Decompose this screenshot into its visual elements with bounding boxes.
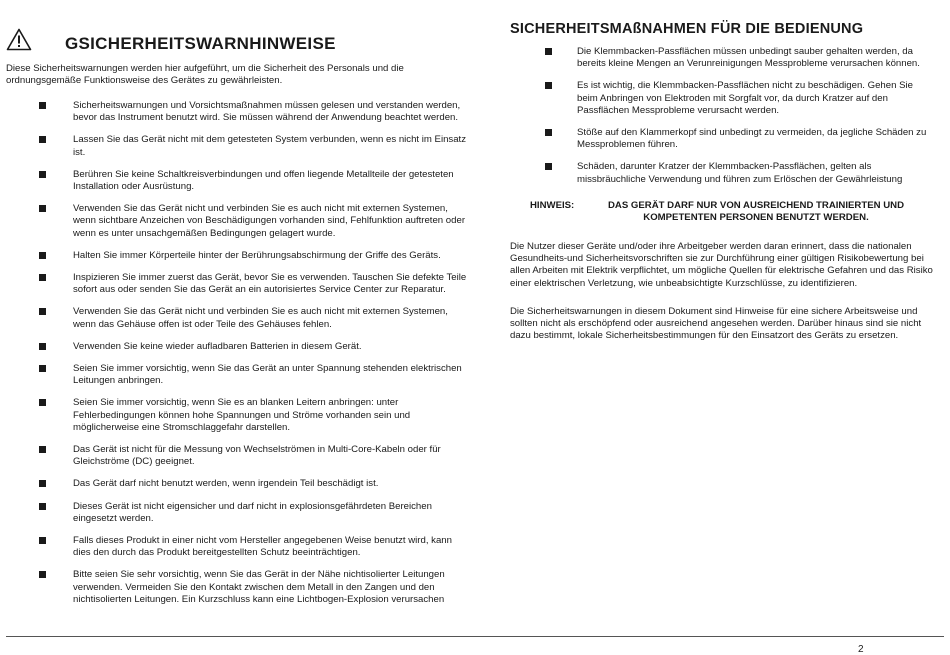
note-label: HINWEIS: <box>530 200 575 211</box>
bullet-icon <box>39 205 46 212</box>
bullet-icon <box>39 102 46 109</box>
list-item: Verwenden Sie keine wieder aufladbaren Batterien in diesem Gerät. <box>0 341 470 353</box>
warning-triangle-icon <box>6 28 32 51</box>
risk-assessment-paragraph: Die Nutzer dieser Geräte und/oder ihre Arbeitgeber werden daran erinnert, dass die nationalen Gesundheits-und Sicherheitsvorschriften sie zur Durchführung einer gültigen Risikobewertung bei allen Arbeiten mit Elektrik verpflichtet, um mögliche Quellen für elektrische Gefahren und das Risiko einer elektrischen Verletzung, wie unbeabsichtigte Kurzschlüsse, zu identifizieren. <box>510 241 933 289</box>
list-item: Bitte seien Sie sehr vorsichtig, wenn Sie das Gerät in der Nähe nichtisolierter Leitungen verwenden. Vermeiden Sie den Kontakt zwischen dem Metall in den Zangen und den nichtisolierten Leitungen. Ein Kurzschluss kann eine Lichtbogen-Explosion verursachen <box>0 569 470 606</box>
bullet-icon <box>39 399 46 406</box>
list-item: Stöße auf den Klammerkopf sind unbedingt zu vermeiden, da jegliche Schäden zu Messproblemen führen. <box>510 127 935 151</box>
footer-divider <box>6 636 944 637</box>
safety-warnings-title: GSICHERHEITSWARNHINWEISE <box>65 34 336 53</box>
bullet-icon <box>545 48 552 55</box>
bullet-icon <box>39 308 46 315</box>
list-item: Seien Sie immer vorsichtig, wenn Sie das Gerät an unter Spannung stehenden elektrischen Leitungen anbringen. <box>0 363 470 387</box>
bullet-icon <box>39 171 46 178</box>
bullet-icon <box>39 252 46 259</box>
list-item: Sicherheitswarnungen und Vorsichtsmaßnahmen müssen gelesen und verstanden werden, bevor das Instrument benutzt wird. Sie müssen während der Anwendung beachtet werden. <box>0 100 470 124</box>
list-item: Seien Sie immer vorsichtig, wenn Sie es an blanken Leitern anbringen: unter Fehlerbedingungen können hohe Spannungen und Ströme vorhanden sein und möglicherweise eine Stromschlaggefahr darstellen. <box>0 397 470 434</box>
page-number: 2 <box>858 644 864 655</box>
note-block <box>510 200 935 224</box>
list-item: Verwenden Sie das Gerät nicht und verbinden Sie es auch nicht mit externen Systemen, wenn sichtbare Anzeichen von Beschädigungen vorhanden sind, Fehlfunktion auftreten oder wenn es unter unsachgemäßen Bedingungen gelagert wurde. <box>0 203 470 240</box>
list-item: Die Klemmbacken-Passflächen müssen unbedingt sauber gehalten werden, da bereits kleine Mengen an Verunreinigungen Messprobleme verursachen können. <box>510 46 935 70</box>
bullet-icon <box>39 136 46 143</box>
note-text: DAS GERÄT DARF NUR VON AUSREICHEND TRAINIERTEN UND KOMPETENTEN PERSONEN BENUTZT WERDEN. <box>608 200 904 224</box>
bullet-icon <box>39 571 46 578</box>
list-item: Halten Sie immer Körperteile hinter der Berührungsabschirmung der Griffe des Geräts. <box>0 250 470 262</box>
list-item: Das Gerät ist nicht für die Messung von Wechselströmen in Multi-Core-Kabeln oder für Gleichströme (DC) geeignet. <box>0 444 470 468</box>
disclaimer-paragraph: Die Sicherheitswarnungen in diesem Dokument sind Hinweise für eine sichere Arbeitsweise und sollten nicht als erschöpfend oder ausreichend angesehen werden. Darüber hinaus sind sie nicht dazu bestimmt, lokale Sicherheitsbestimmungen für den Einsatzort des Geräts zu ersetzen. <box>510 306 922 342</box>
bullet-icon <box>39 503 46 510</box>
list-item: Inspizieren Sie immer zuerst das Gerät, bevor Sie es verwenden. Tauschen Sie defekte Teile sofort aus oder senden Sie das Gerät an ein autorisiertes Service Center zur Reparatur. <box>0 272 470 296</box>
bullet-icon <box>39 446 46 453</box>
list-item: Berühren Sie keine Schaltkreisverbindungen und offen liegende Metallteile der getesteten Installation oder Ausrüstung. <box>0 169 470 193</box>
safety-warnings-list <box>0 100 470 606</box>
list-item: Schäden, darunter Kratzer der Klemmbacken-Passflächen, gelten als missbräuchliche Verwendung und führen zum Erlöschen der Gewährleistung <box>510 161 935 185</box>
bullet-icon <box>39 537 46 544</box>
list-item: Lassen Sie das Gerät nicht mit dem getesteten System verbunden, wenn es nicht im Einsatz ist. <box>0 134 470 158</box>
list-item: Falls dieses Produkt in einer nicht vom Hersteller angegebenen Weise benutzt wird, kann dies den durch das Produkt bereitgestellten Schutz beeinträchtigen. <box>0 535 470 559</box>
bullet-icon <box>545 163 552 170</box>
list-item: Verwenden Sie das Gerät nicht und verbinden Sie es auch nicht mit externen Systemen, wenn das Gehäuse offen ist oder Teile des Gehäuses fehlen. <box>0 306 470 330</box>
bullet-icon <box>545 82 552 89</box>
bullet-icon <box>39 274 46 281</box>
safety-warnings-intro: Diese Sicherheitswarnungen werden hier aufgeführt, um die Sicherheit des Personals und die ordnungsgemäße Funktionsweise des Gerätes zu gewährleisten. <box>6 63 404 87</box>
list-item: Das Gerät darf nicht benutzt werden, wenn irgendein Teil beschädigt ist. <box>0 478 470 490</box>
bullet-icon <box>39 480 46 487</box>
operating-precautions-list <box>510 46 935 186</box>
bullet-icon <box>545 129 552 136</box>
operating-precautions-title: SICHERHEITSMAßNAHMEN FÜR DIE BEDIENUNG <box>510 21 864 37</box>
list-item: Es ist wichtig, die Klemmbacken-Passflächen nicht zu beschädigen. Gehen Sie beim Anbringen von Elektroden mit Sorgfalt vor, da durch Kratzer auf den Passflächen Messprobleme verursacht werden. <box>510 80 935 117</box>
list-item: Dieses Gerät ist nicht eigensicher und darf nicht in explosionsgefährdeten Bereichen eingesetzt werden. <box>0 501 470 525</box>
bullet-icon <box>39 365 46 372</box>
bullet-icon <box>39 343 46 350</box>
